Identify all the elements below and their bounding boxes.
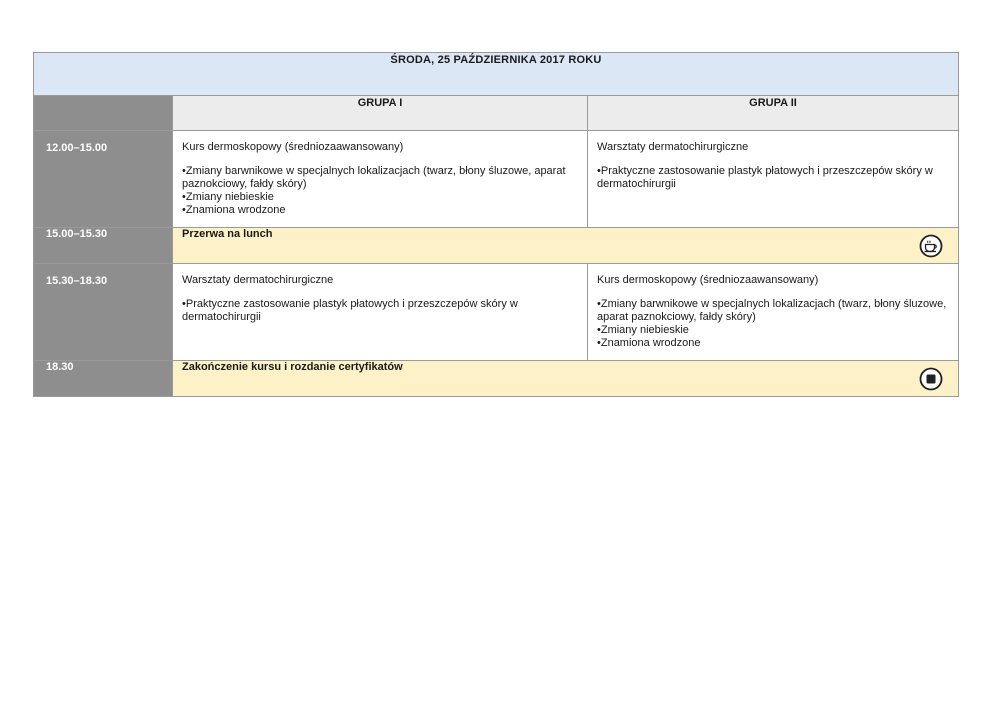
schedule-table [33, 52, 959, 397]
closing-label: Zakończenie kursu i rozdanie certyfikatów [182, 361, 403, 373]
session-bullet: •Zmiany niebieskie [597, 324, 689, 336]
row-time: 18.30 [34, 361, 173, 397]
break-row [34, 228, 959, 264]
session-bullet: •Znamiona wrodzone [597, 337, 701, 349]
session-title: Warsztaty dermatochirurgiczne [182, 274, 334, 286]
break-label: Przerwa na lunch [182, 228, 273, 240]
stop-icon [919, 367, 943, 391]
group2-session [588, 131, 959, 228]
time-header-blank [34, 96, 173, 131]
row-time: 12.00–15.00 [34, 131, 173, 228]
session-bullet: •Praktyczne zastosowanie plastyk płatowych i przeszczepów skóry w dermatochirurgii [597, 165, 933, 190]
group1-session [173, 264, 588, 361]
schedule-row [34, 264, 959, 361]
schedule-row [34, 131, 959, 228]
lunch-break-bar [173, 228, 959, 264]
group1-session [173, 131, 588, 228]
session-bullet: •Zmiany niebieskie [182, 191, 274, 203]
break-row [34, 361, 959, 397]
header-row [34, 96, 959, 131]
session-bullet: •Zmiany barwnikowe w specjalnych lokalizacjach (twarz, błony śluzowe, aparat paznokciowy, fałdy skóry) [182, 165, 566, 190]
group1-header: GRUPA I [173, 96, 588, 131]
schedule-title: ŚRODA, 25 PAŹDZIERNIKA 2017 ROKU [34, 53, 959, 96]
coffee-cup-icon [919, 234, 943, 258]
title-row [34, 53, 959, 96]
session-bullet: •Praktyczne zastosowanie plastyk płatowych i przeszczepów skóry w dermatochirurgii [182, 298, 518, 323]
closing-bar [173, 361, 959, 397]
session-title: Warsztaty dermatochirurgiczne [597, 141, 749, 153]
session-bullet: •Zmiany barwnikowe w specjalnych lokalizacjach (twarz, błony śluzowe, aparat paznokciowy, fałdy skóry) [597, 298, 947, 323]
row-time: 15.30–18.30 [34, 264, 173, 361]
session-title: Kurs dermoskopowy (średniozaawansowany) [182, 141, 404, 153]
session-bullet: •Znamiona wrodzone [182, 204, 286, 216]
session-title: Kurs dermoskopowy (średniozaawansowany) [597, 274, 819, 286]
row-time: 15.00–15.30 [34, 228, 173, 264]
group2-header: GRUPA II [588, 96, 959, 131]
group2-session [588, 264, 959, 361]
